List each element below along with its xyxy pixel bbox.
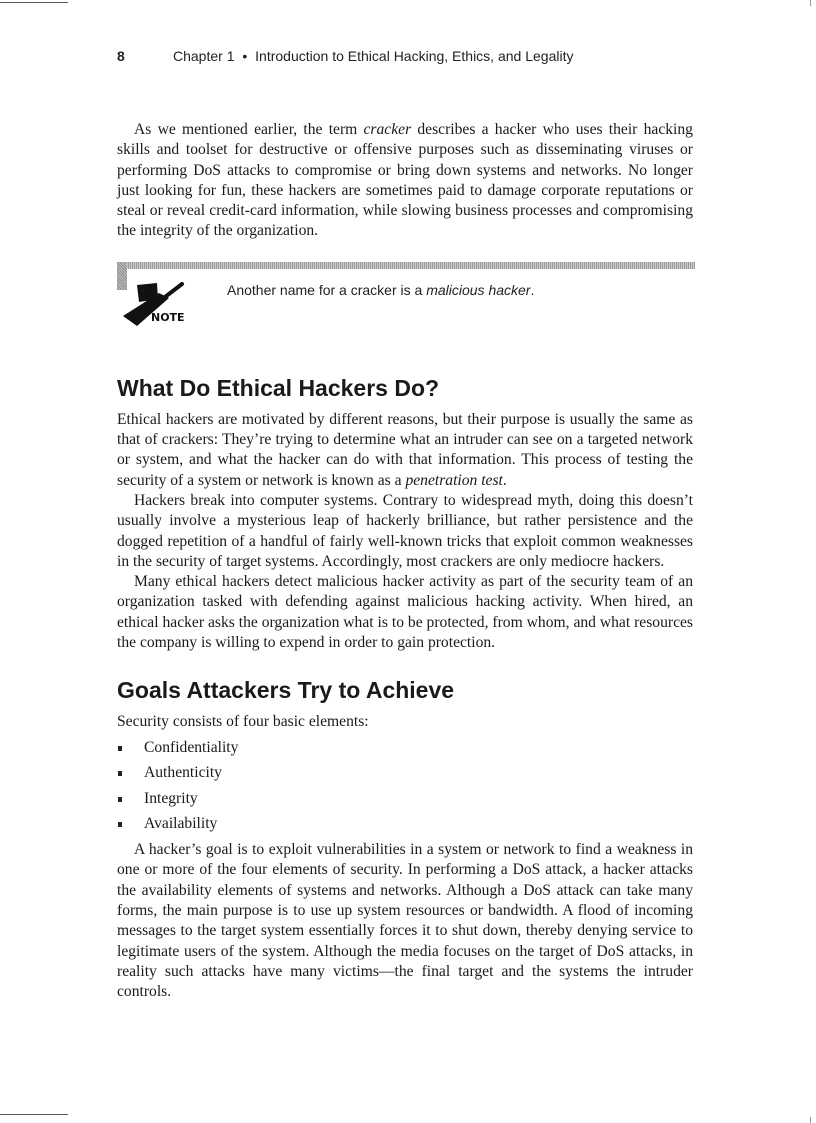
list-item-text: Confidentiality [144, 738, 239, 756]
chapter-title: Introduction to Ethical Hacking, Ethics, and Legality [255, 48, 574, 64]
chapter-label: Chapter 1 [173, 48, 235, 64]
list-item-text: Integrity [144, 789, 198, 807]
header-separator: • [242, 48, 248, 64]
note-box [117, 262, 693, 332]
section2-lead: Security consists of four basic elements: [117, 713, 369, 731]
bullet-square-icon [118, 771, 122, 776]
list-item [117, 738, 693, 764]
list-item-text: Authenticity [144, 764, 222, 782]
intro-term: cracker [363, 121, 412, 138]
bullet-square-icon [118, 746, 122, 751]
note-pencil-icon [117, 276, 189, 326]
section-heading-goals: Goals Attackers Try to Achieve [117, 677, 455, 704]
list-item [117, 763, 693, 789]
section1-p1-after: . [502, 471, 507, 489]
intro-text-after: describes a hacker who uses their hacking skills and toolset for destructive or offensive purposes such as disseminating viruses or performing DoS attacks to compromise or bring down systems and networks. No longer just looking for fun, these hackers are sometimes paid to damage corporate reputations or steal or reveal credit-card information, while slowing business processes and compromising the integrity of the organization. [117, 121, 693, 240]
intro-text-before: As we mentioned earlier, the term [134, 121, 364, 138]
page-body [117, 120, 693, 1002]
section1-p1-before: Ethical hackers are motivated by different reasons, but their purpose is usually the same as that of crackers: They’re trying to determine what an intruder can see on a targeted network or system, and what the hacker can do with that information. This process of testing the security of a system or network is known as a [117, 410, 693, 489]
crop-tick-bottom-right [810, 1117, 811, 1123]
crop-tick-top-right [810, 0, 811, 6]
note-text-after: . [530, 281, 535, 298]
security-elements-list [117, 738, 693, 840]
crop-mark-top-left [0, 2, 68, 3]
section-heading-ethical-hackers: What Do Ethical Hackers Do? [117, 374, 440, 401]
page-number: 8 [117, 48, 125, 64]
crop-mark-bottom-left [0, 1114, 68, 1115]
section1-term: penetration test [405, 471, 503, 489]
note-text [227, 282, 534, 298]
section2-paragraph-1: A hacker’s goal is to exploit vulnerabilities in a system or network to find a weakness in one or more of the four elements of security. In performing a DoS attack, a hacker attacks the availability elements of systems and networks. Although a DoS attack can take many forms, the main purpose is to use up system resources or bandwidth. A flood of incoming messages to the target system essentially forces it to shut down, thereby denying service to legitimate users of the system. Although the media focuses on the target of DoS attacks, in reality such attacks have many victims—the final target and the systems the intruder controls. [117, 841, 693, 1001]
bullet-square-icon [118, 797, 122, 802]
section1-paragraph-1 [117, 410, 693, 491]
running-header [117, 48, 717, 64]
section1-paragraph-3: Many ethical hackers detect malicious hacker activity as part of the security team of an organization tasked with defending against malicious hacking activity. When hired, an ethical hacker asks the organization what is to be protected, from whom, and what resources the company is willing to expend in order to gain protection. [117, 573, 693, 652]
list-item [117, 814, 693, 840]
note-icon-label: NOTE [151, 310, 185, 324]
list-item [117, 789, 693, 815]
section1-paragraph-2: Hackers break into computer systems. Contrary to widespread myth, doing this doesn’t usually involve a mysterious leap of hackerly brilliance, but rather persistence and the dogged repetition of a handful of fairly well-known tricks that exploit common weaknesses in the security of target systems. Accordingly, most crackers are only mediocre hackers. [117, 491, 693, 570]
bullet-square-icon [118, 822, 122, 827]
note-rule [117, 262, 695, 269]
note-term: malicious hacker [426, 281, 531, 298]
intro-paragraph [117, 120, 693, 242]
list-item-text: Availability [144, 815, 218, 833]
note-text-before: Another name for a cracker is a [227, 281, 427, 298]
